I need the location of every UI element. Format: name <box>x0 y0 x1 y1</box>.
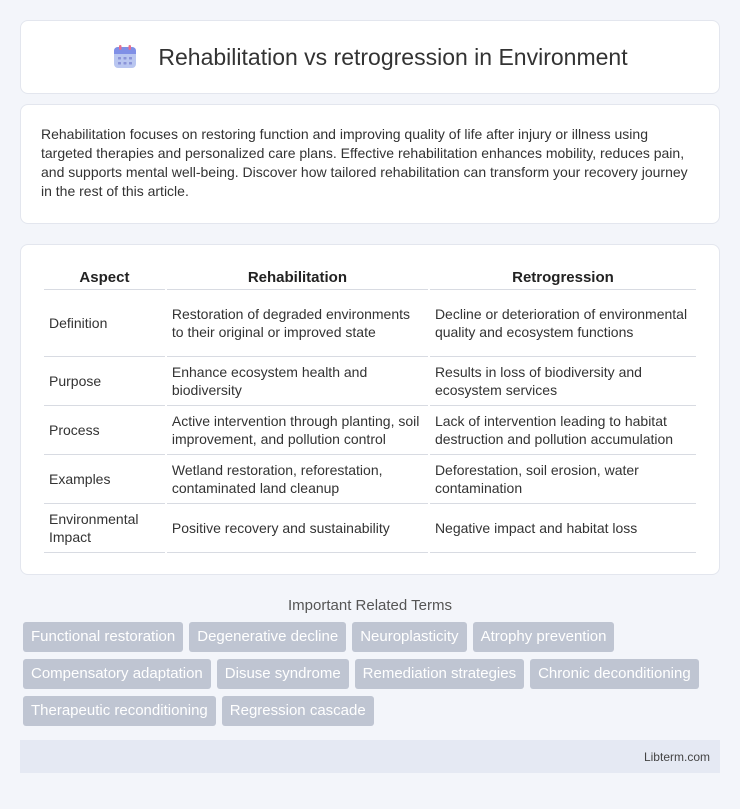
header-retrogression: Retrogression <box>430 265 696 290</box>
table-header-row <box>44 265 696 290</box>
comparison-table <box>42 265 698 553</box>
intro-text: Rehabilitation focuses on restoring function and improving quality of life after injury or illness using targeted therapies and personalized care plans. Effective rehabilitation enhances mobility, reduces pain, and supports mental well-being. Discover how tailored rehabilitation can transform your recovery journey in the rest of this article. <box>41 126 688 199</box>
related-term-tag[interactable]: Remediation strategies <box>355 659 524 689</box>
related-term-tag[interactable]: Disuse syndrome <box>217 659 349 689</box>
related-terms-list <box>20 622 720 726</box>
footer-site-link[interactable]: Libterm.com <box>643 749 710 764</box>
footer <box>20 740 720 773</box>
table-row <box>44 504 696 553</box>
related-term-tag[interactable]: Chronic deconditioning <box>530 659 699 689</box>
related-terms-title: Important Related Terms <box>288 597 452 614</box>
row-retrogression: Results in loss of biodiversity and ecosystem services <box>430 357 696 406</box>
row-aspect: Purpose <box>44 357 165 406</box>
row-retrogression: Deforestation, soil erosion, water contamination <box>430 455 696 504</box>
related-term-tag[interactable]: Functional restoration <box>23 622 183 652</box>
header-aspect: Aspect <box>44 265 165 290</box>
row-aspect: Process <box>44 406 165 455</box>
related-term-tag[interactable]: Neuroplasticity <box>352 622 466 652</box>
related-term-tag[interactable]: Compensatory adaptation <box>23 659 211 689</box>
intro-card <box>20 104 720 224</box>
row-rehabilitation: Positive recovery and sustainability <box>167 504 428 553</box>
table-row <box>44 357 696 406</box>
row-rehabilitation: Enhance ecosystem health and biodiversity <box>167 357 428 406</box>
row-rehabilitation: Active intervention through planting, soil improvement, and pollution control <box>167 406 428 455</box>
related-term-tag[interactable]: Atrophy prevention <box>473 622 615 652</box>
row-aspect: Definition <box>44 290 165 357</box>
row-rehabilitation: Restoration of degraded environments to their original or improved state <box>167 290 428 357</box>
header-rehabilitation: Rehabilitation <box>167 265 428 290</box>
row-rehabilitation: Wetland restoration, reforestation, contaminated land cleanup <box>167 455 428 504</box>
title-card <box>20 20 720 94</box>
related-term-tag[interactable]: Degenerative decline <box>189 622 346 652</box>
row-retrogression: Negative impact and habitat loss <box>430 504 696 553</box>
table-row <box>44 455 696 504</box>
related-term-tag[interactable]: Therapeutic reconditioning <box>23 696 216 726</box>
row-aspect: Environmental Impact <box>44 504 165 553</box>
row-retrogression: Lack of intervention leading to habitat destruction and pollution accumulation <box>430 406 696 455</box>
related-term-tag[interactable]: Regression cascade <box>222 696 374 726</box>
calendar-icon <box>112 44 138 70</box>
row-aspect: Examples <box>44 455 165 504</box>
table-row <box>44 290 696 357</box>
table-row <box>44 406 696 455</box>
page-title: Rehabilitation vs retrogression in Environment <box>158 43 628 70</box>
row-retrogression: Decline or deterioration of environmental quality and ecosystem functions <box>430 290 696 357</box>
comparison-card <box>20 244 720 575</box>
